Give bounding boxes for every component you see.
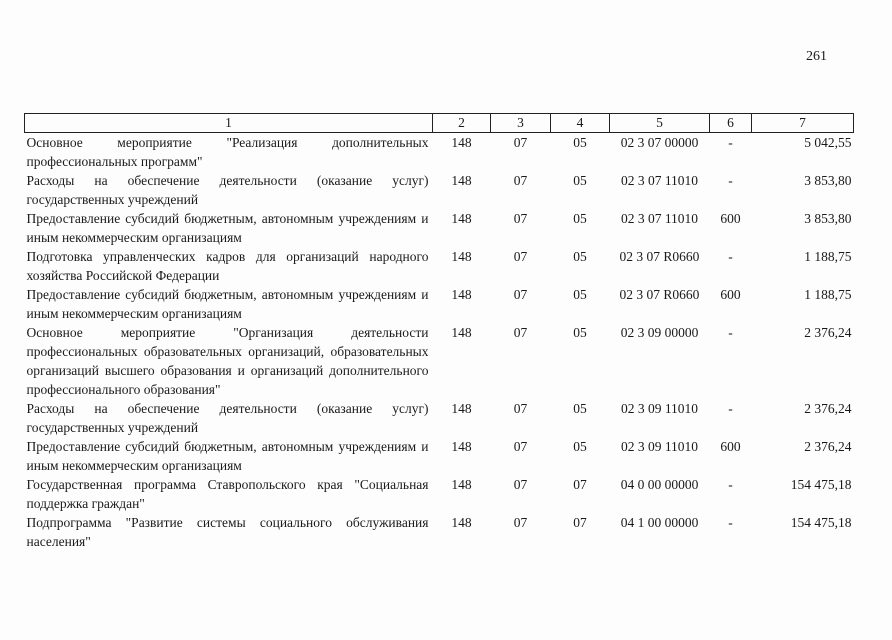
page-number: 261: [806, 49, 827, 64]
subsection-code: 05: [573, 135, 587, 150]
item-name: Основное мероприятие "Организация деятельности профессиональных образовательных организаций, образовательных организаций высшего образования и организаций дополнительного профессионального образования": [26, 325, 429, 397]
table-row: [25, 513, 854, 551]
subsection-code: 05: [573, 211, 587, 226]
table-row: [25, 399, 854, 437]
amount: 3 853,80: [804, 211, 852, 226]
table-header-row: [25, 114, 854, 133]
target-article-code: 02 3 09 11010: [620, 401, 699, 416]
target-article-code: 04 1 00 00000: [620, 515, 699, 530]
ministry-code: 148: [451, 211, 472, 226]
subsection-code: 05: [573, 173, 587, 188]
item-name: Предоставление субсидий бюджетным, автономным учреждениям и иным некоммерческим организациям: [26, 439, 429, 473]
target-article-code: 02 3 07 R0660: [619, 287, 700, 302]
target-article-code: 02 3 07 00000: [620, 135, 699, 150]
column-header: 5: [610, 114, 710, 133]
table-row: [25, 171, 854, 209]
table-row: [25, 285, 854, 323]
expense-type-code: -: [728, 173, 733, 188]
ministry-code: 148: [451, 439, 472, 454]
expense-type-code: 600: [720, 287, 741, 302]
ministry-code: 148: [451, 477, 472, 492]
target-article-code: 02 3 07 R0660: [619, 249, 700, 264]
ministry-code: 148: [451, 135, 472, 150]
subsection-code: 07: [573, 477, 587, 492]
table-row: [25, 247, 854, 285]
amount: 2 376,24: [804, 439, 852, 454]
item-name: Расходы на обеспечение деятельности (оказание услуг) государственных учреждений: [26, 401, 429, 435]
column-header: 1: [25, 114, 433, 133]
column-header: 6: [710, 114, 752, 133]
table-row: [25, 437, 854, 475]
amount: 5 042,55: [804, 135, 852, 150]
expense-type-code: -: [728, 249, 733, 264]
column-header: 3: [491, 114, 551, 133]
ministry-code: 148: [451, 249, 472, 264]
amount: 1 188,75: [804, 287, 852, 302]
amount: 1 188,75: [804, 249, 852, 264]
target-article-code: 02 3 07 11010: [620, 173, 699, 188]
subsection-code: 05: [573, 401, 587, 416]
section-code: 07: [513, 439, 528, 454]
expense-type-code: 600: [720, 211, 741, 226]
budget-table: [24, 113, 854, 551]
section-code: 07: [513, 325, 528, 340]
ministry-code: 148: [451, 325, 472, 340]
table-row: [25, 209, 854, 247]
section-code: 07: [513, 249, 528, 264]
amount: 154 475,18: [790, 477, 852, 492]
expense-type-code: 600: [720, 439, 741, 454]
subsection-code: 05: [573, 325, 587, 340]
amount: 3 853,80: [804, 173, 852, 188]
table-row: [25, 475, 854, 513]
target-article-code: 02 3 07 11010: [620, 211, 699, 226]
column-header: 2: [433, 114, 491, 133]
item-name: Подпрограмма "Развитие системы социального обслуживания населения": [26, 515, 429, 549]
section-code: 07: [513, 173, 528, 188]
column-header: 7: [752, 114, 854, 133]
item-name: Предоставление субсидий бюджетным, автономным учреждениям и иным некоммерческим организациям: [26, 287, 429, 321]
amount: 154 475,18: [790, 515, 852, 530]
section-code: 07: [513, 401, 528, 416]
section-code: 07: [513, 515, 528, 530]
expense-type-code: -: [728, 477, 733, 492]
subsection-code: 05: [573, 439, 587, 454]
target-article-code: 02 3 09 00000: [620, 325, 699, 340]
section-code: 07: [513, 477, 528, 492]
target-article-code: 02 3 09 11010: [620, 439, 699, 454]
amount: 2 376,24: [804, 325, 852, 340]
ministry-code: 148: [451, 287, 472, 302]
item-name: Расходы на обеспечение деятельности (оказание услуг) государственных учреждений: [26, 173, 429, 207]
item-name: Основное мероприятие "Реализация дополнительных профессиональных программ": [26, 135, 429, 169]
section-code: 07: [513, 211, 528, 226]
section-code: 07: [513, 287, 528, 302]
expense-type-code: -: [728, 401, 733, 416]
column-header: 4: [551, 114, 610, 133]
target-article-code: 04 0 00 00000: [620, 477, 699, 492]
subsection-code: 07: [573, 515, 587, 530]
item-name: Подготовка управленческих кадров для организаций народного хозяйства Российской Федерации: [26, 249, 429, 283]
table-row: [25, 323, 854, 399]
section-code: 07: [513, 135, 528, 150]
item-name: Предоставление субсидий бюджетным, автономным учреждениям и иным некоммерческим организациям: [26, 211, 429, 245]
item-name: Государственная программа Ставропольского края "Социальная поддержка граждан": [26, 477, 429, 511]
table-row: [25, 133, 854, 172]
ministry-code: 148: [451, 173, 472, 188]
expense-type-code: -: [728, 135, 733, 150]
expense-type-code: -: [728, 515, 733, 530]
ministry-code: 148: [451, 515, 472, 530]
ministry-code: 148: [451, 401, 472, 416]
expense-type-code: -: [728, 325, 733, 340]
amount: 2 376,24: [804, 401, 852, 416]
subsection-code: 05: [573, 287, 587, 302]
subsection-code: 05: [573, 249, 587, 264]
